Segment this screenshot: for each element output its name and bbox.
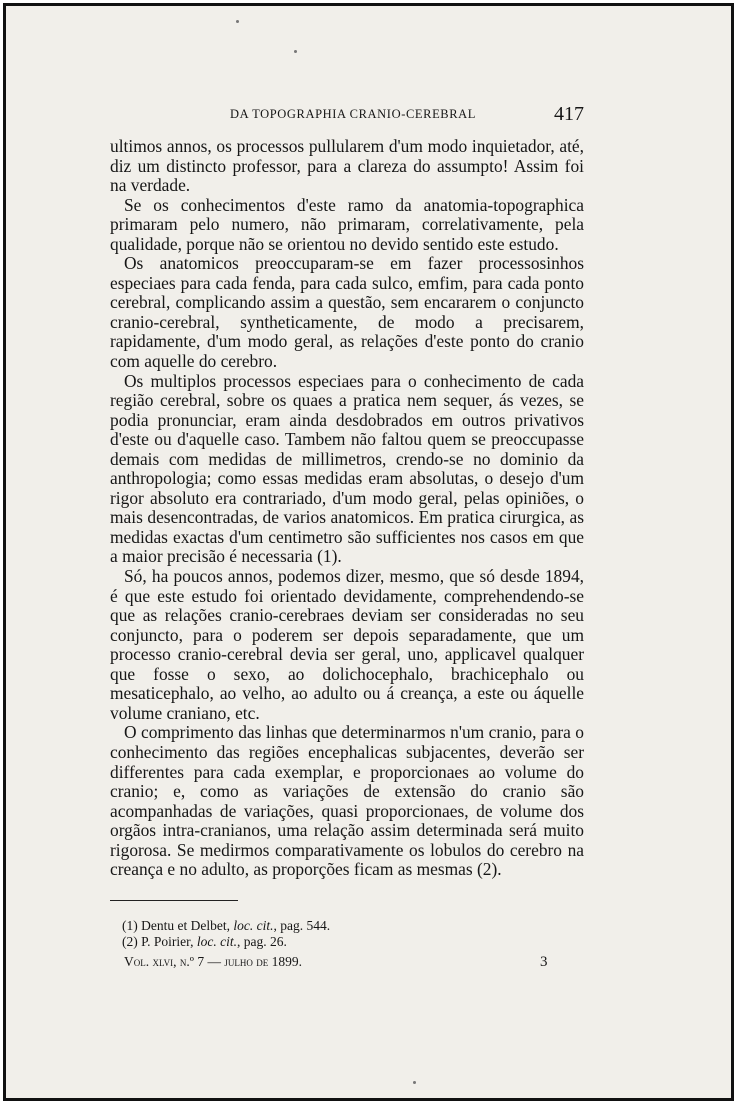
footnotes: [122, 918, 582, 950]
paragraph: Os anatomicos preoccuparam-se em fazer processosinhos especiaes para cada fenda, para cada sulco, emfim, para cada ponto cerebral, complicando assim a questão, sem encararem o conjuncto cranio-cerebral, syntheticamente, de modo a precisarem, rapidamente, d'um modo geral, as relações d'este ponto do cranio com aquelle do cerebro.: [110, 253, 584, 372]
running-title: DA TOPOGRAPHIA CRANIO-CEREBRAL: [230, 107, 477, 121]
footnote-text: , pag. 544.: [273, 918, 331, 933]
footnote-text: P. Poirier,: [141, 934, 197, 949]
paragraph: ultimos annos, os processos pullularem d'um modo inquietador, até, diz um distincto professor, para a clareza do assumpto! Assim foi na verdade.: [110, 136, 584, 196]
footnote-italic: loc. cit.: [196, 934, 237, 949]
volume-line: Vol. xlvi, n.º 7 — julho de 1899.: [124, 954, 302, 969]
running-head: [110, 103, 584, 125]
footnote: [122, 918, 582, 934]
page-number: 417: [554, 103, 584, 125]
footnote-italic: loc. cit.: [233, 918, 274, 933]
paragraph: Os multiplos processos especiaes para o conhecimento de cada região cerebral, sobre os quaes a pratica nem sequer, ás vezes, se podia pronunciar, eram ainda desdobrados em outros privativos d'este ou d'aquelle caso. Tambem não faltou quem se preoccupasse demais com medidas de millimetros, crendo-se no dominio da anthropologia; como essas medidas eram absolutas, o desejo d'um rigor absoluto era contrariado, d'um modo geral, pelas opiniões, o mais desencontradas, de varios anatomicos. Em pratica cirurgica, as medidas exactas d'um centimetro são sufficientes nos casos em que a maior precisão é necessaria (1).: [110, 370, 584, 567]
footnote-mark: (1): [122, 918, 138, 933]
footnote-divider: [110, 900, 238, 901]
paper-speck: [413, 1081, 416, 1084]
paper-speck: [294, 50, 297, 53]
paper-speck: [236, 20, 239, 23]
footnote: [122, 934, 582, 950]
book-page: [3, 3, 734, 1101]
paragraph: Só, ha poucos annos, podemos dizer, mesmo, que só desde 1894, é que este estudo foi orientado devidamente, comprehendendo-se que as relações cranio-cerebraes deviam ser consideradas no seu conjuncto, para o poderem ser depois separadamente, que um processo cranio-cerebral devia ser geral, uno, applicavel qualquer que fosse o sexo, ao dolichocephalo, brachicephalo ou mesaticephalo, ao velho, ao adulto ou á creança, a este ou áquelle volume craniano, etc.: [110, 566, 584, 723]
body-text: [110, 137, 584, 880]
paragraph: Se os conhecimentos d'este ramo da anatomia-topographica primaram pelo numero, não primaram, correlativamente, pela qualidade, porque não se orientou no devido sentido este estudo.: [110, 194, 584, 254]
paragraph: O comprimento das linhas que determinarmos n'um cranio, para o conhecimento das regiões encephalicas subjacentes, deverão ser differentes para cada exemplar, e proporcionaes ao volume do cranio; e, como as variações de extensão do cranio são acompanhadas de variações, quasi proporcionaes, de volume dos orgãos intra-cranianos, uma relação assim determinada será muito rigorosa. Se medirmos comparativamente os lobulos do cerebro na creança e no adulto, as proporções ficam as mesmas (2).: [110, 722, 584, 880]
footnote-mark: (2): [122, 934, 138, 949]
footnote-text: , pag. 26.: [236, 934, 287, 949]
footnote-text: Dentu et Delbet,: [141, 918, 234, 933]
signature-mark: 3: [540, 954, 548, 970]
page-footer: [124, 954, 584, 974]
